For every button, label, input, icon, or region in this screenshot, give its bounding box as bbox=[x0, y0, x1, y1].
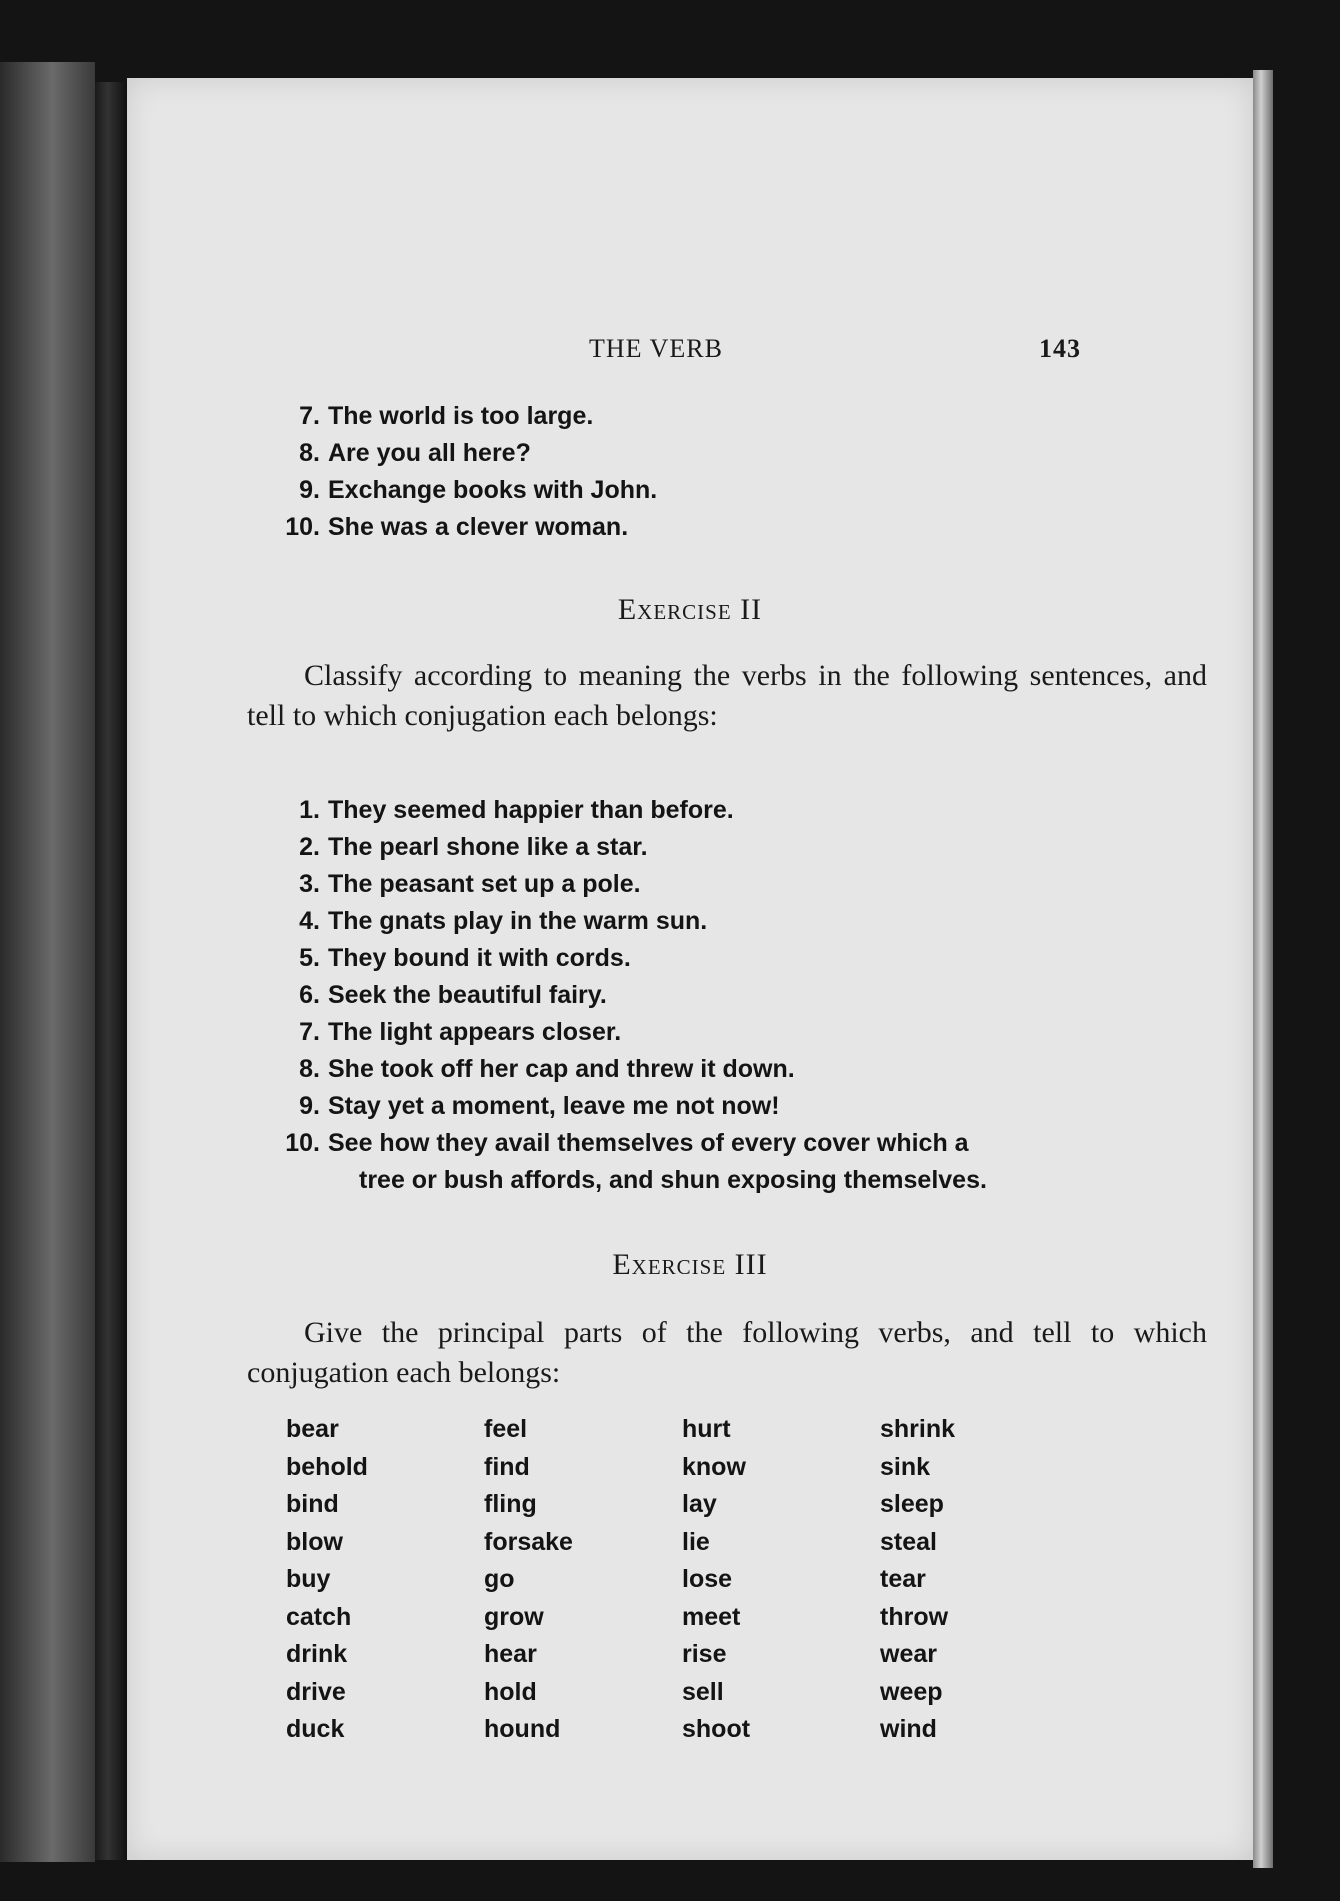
verb-word: throw bbox=[880, 1602, 949, 1631]
item-number: 1. bbox=[299, 796, 320, 824]
verb-word: behold bbox=[286, 1452, 368, 1481]
item-number: 7. bbox=[299, 1018, 320, 1046]
item-text: The pearl shone like a star. bbox=[328, 833, 648, 861]
list-item bbox=[299, 903, 987, 940]
item-number: 2. bbox=[299, 833, 320, 861]
exercise3-heading: Exercise III bbox=[612, 1248, 768, 1281]
verb-word: weep bbox=[880, 1677, 943, 1706]
exercise2-list bbox=[285, 792, 987, 1199]
item-text: She took off her cap and threw it down. bbox=[328, 1055, 795, 1083]
verb-word: fling bbox=[484, 1490, 537, 1518]
item-text: They bound it with cords. bbox=[328, 944, 631, 972]
item-text: She was a clever woman. bbox=[328, 513, 629, 541]
verb-word: rise bbox=[682, 1640, 727, 1668]
book-page bbox=[127, 78, 1253, 1860]
list-item bbox=[299, 977, 987, 1014]
verb-column bbox=[484, 1411, 682, 1749]
item-number: 7. bbox=[299, 402, 320, 430]
verb-column bbox=[880, 1411, 1078, 1749]
exercise2-instruction: Classify according to meaning the verbs in the following sentences, and tell to which conjugation each belongs: bbox=[247, 659, 1207, 732]
verb-word: drive bbox=[286, 1677, 346, 1706]
exercise3-instruction: Give the principal parts of the following verbs, and tell to which conjugation each belongs: bbox=[247, 1316, 1207, 1389]
verb-word: sink bbox=[880, 1452, 931, 1481]
item-number: 3. bbox=[299, 870, 320, 898]
verb-word: hound bbox=[484, 1715, 561, 1743]
list-item bbox=[299, 1014, 987, 1051]
item-text: They seemed happier than before. bbox=[328, 796, 734, 824]
verb-word: know bbox=[682, 1452, 746, 1481]
item-number: 10. bbox=[285, 513, 320, 541]
verb-word: tear bbox=[880, 1565, 926, 1593]
exercise1-list bbox=[285, 398, 658, 546]
verb-word: hurt bbox=[682, 1415, 731, 1443]
item-number: 8. bbox=[299, 439, 320, 467]
running-header bbox=[127, 334, 1253, 366]
item-text: See how they avail themselves of every cover which a bbox=[328, 1129, 969, 1157]
verb-word: sell bbox=[682, 1677, 724, 1706]
list-item bbox=[299, 1088, 987, 1125]
verb-word: bind bbox=[286, 1490, 339, 1518]
list-item bbox=[299, 398, 657, 435]
page-edge bbox=[1253, 70, 1273, 1868]
item-text: Seek the beautiful fairy. bbox=[328, 981, 607, 1009]
scan-left-margin bbox=[0, 62, 95, 1862]
verb-word: lay bbox=[682, 1490, 717, 1518]
item-number: 4. bbox=[299, 907, 320, 935]
exercise2-heading: Exercise II bbox=[617, 593, 763, 626]
verb-word-grid bbox=[286, 1411, 1078, 1749]
list-item bbox=[299, 829, 987, 866]
verb-word: lie bbox=[682, 1527, 710, 1556]
verb-column bbox=[286, 1411, 484, 1749]
item-text: Stay yet a moment, leave me not now! bbox=[328, 1092, 780, 1120]
verb-word: forsake bbox=[484, 1527, 573, 1556]
item-number: 5. bbox=[299, 944, 320, 972]
verb-word: meet bbox=[682, 1602, 741, 1631]
verb-word: shrink bbox=[880, 1415, 956, 1443]
verb-word: shoot bbox=[682, 1715, 751, 1743]
verb-word: hear bbox=[484, 1640, 537, 1668]
verb-word: steal bbox=[880, 1527, 937, 1556]
list-item bbox=[299, 940, 987, 977]
list-item bbox=[299, 472, 658, 509]
list-item bbox=[299, 866, 987, 903]
item-number: 10. bbox=[285, 1129, 320, 1157]
verb-word: go bbox=[484, 1565, 515, 1593]
verb-word: hold bbox=[484, 1677, 537, 1706]
list-item bbox=[285, 509, 657, 546]
item-number: 8. bbox=[299, 1055, 320, 1083]
item-number: 6. bbox=[299, 981, 320, 1009]
verb-word: wear bbox=[880, 1640, 937, 1668]
verb-word: sleep bbox=[880, 1490, 944, 1518]
verb-word: wind bbox=[880, 1715, 937, 1743]
item-text: The peasant set up a pole. bbox=[328, 870, 641, 898]
chapter-title: THE VERB bbox=[589, 334, 723, 363]
verb-word: buy bbox=[286, 1565, 331, 1593]
item-text: The light appears closer. bbox=[328, 1018, 622, 1046]
verb-column bbox=[682, 1411, 880, 1749]
verb-word: catch bbox=[286, 1602, 352, 1631]
verb-word: drink bbox=[286, 1640, 348, 1668]
verb-word: blow bbox=[286, 1527, 343, 1556]
list-item bbox=[285, 1125, 987, 1199]
list-item bbox=[299, 435, 657, 472]
verb-word: grow bbox=[484, 1602, 544, 1631]
list-item bbox=[299, 792, 987, 829]
item-text-continued: tree or bush affords, and shun exposing themselves. bbox=[359, 1166, 987, 1194]
item-text: Exchange books with John. bbox=[328, 476, 658, 504]
item-text: Are you all here? bbox=[328, 439, 531, 467]
item-number: 9. bbox=[299, 476, 320, 504]
item-number: 9. bbox=[299, 1092, 320, 1120]
book-binding bbox=[95, 82, 127, 1860]
list-item bbox=[299, 1051, 987, 1088]
page-number: 143 bbox=[1039, 334, 1081, 363]
verb-word: duck bbox=[286, 1715, 345, 1743]
item-text: The gnats play in the warm sun. bbox=[328, 907, 708, 935]
verb-word: find bbox=[484, 1452, 530, 1481]
verb-word: bear bbox=[286, 1415, 339, 1443]
verb-word: lose bbox=[682, 1565, 733, 1593]
verb-word: feel bbox=[484, 1415, 528, 1443]
item-text: The world is too large. bbox=[328, 402, 594, 430]
